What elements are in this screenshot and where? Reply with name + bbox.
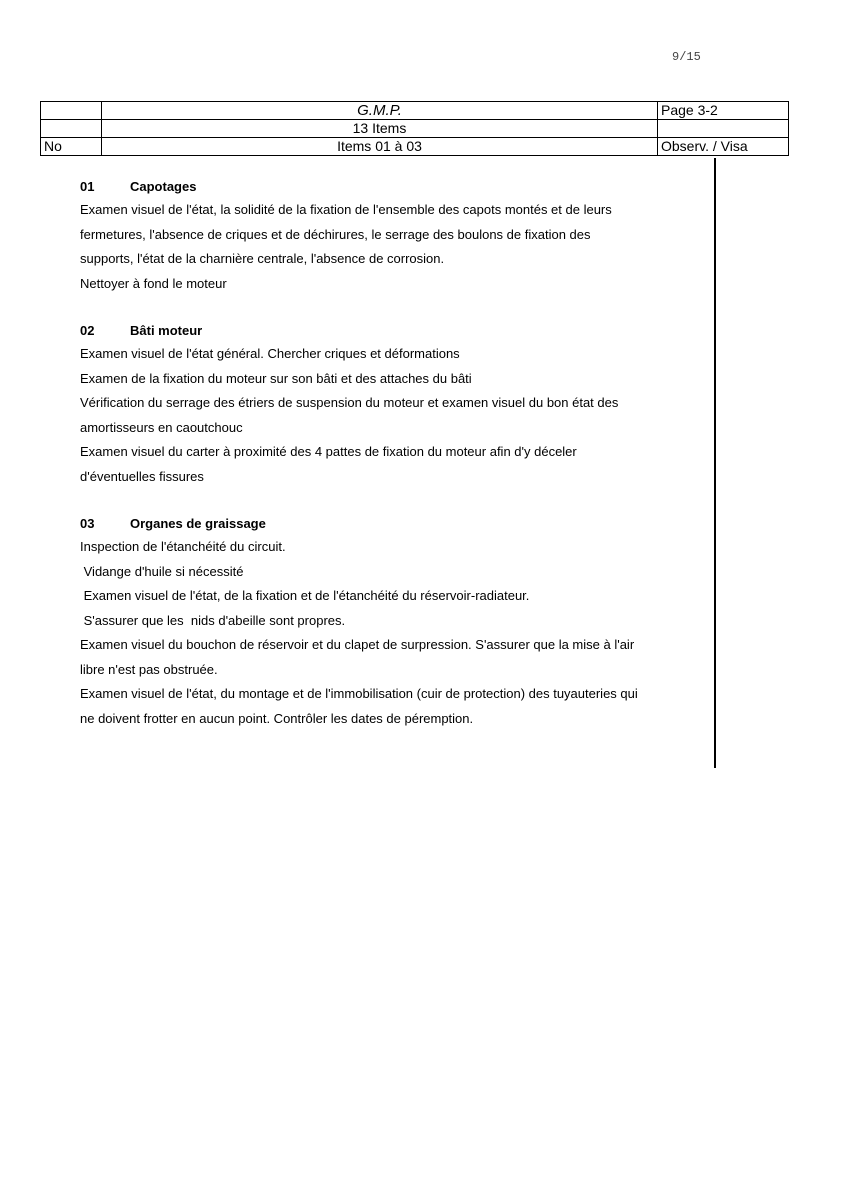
items-range: Items 01 à 03 bbox=[102, 138, 658, 156]
section-number: 01 bbox=[80, 179, 95, 194]
header-cell-empty-2 bbox=[41, 120, 102, 138]
text-line: supports, l'état de la charnière centrale, l'absence de corrosion. bbox=[80, 251, 445, 266]
text-line: Examen de la fixation du moteur sur son bâti et des attaches du bâti bbox=[80, 370, 472, 386]
text-line: d'éventuelles fissures bbox=[80, 468, 204, 484]
header-cell-empty-3 bbox=[658, 120, 789, 138]
section-bati-moteur bbox=[80, 320, 700, 489]
text-line: Examen visuel du bouchon de réservoir et du clapet de surpression. S'assurer que la mise à l'air bbox=[80, 637, 635, 652]
page-reference: Page 3-2 bbox=[658, 102, 789, 120]
text-line: Examen visuel de l'état, la solidité de la fixation de l'ensemble des capots montés et de leurs bbox=[80, 202, 612, 217]
text-line: ne doivent frotter en aucun point. Contrôler les dates de péremption. bbox=[80, 710, 474, 726]
text-line: S'assurer que les nids d'abeille sont propres. bbox=[80, 612, 346, 628]
text-line: Nettoyer à fond le moteur bbox=[80, 275, 227, 291]
text-line: libre n'est pas obstruée. bbox=[80, 661, 218, 677]
text-line: Vidange d'huile si nécessité bbox=[80, 563, 244, 579]
header-row-title bbox=[41, 102, 789, 120]
header-row-columns bbox=[41, 138, 789, 156]
section-heading bbox=[80, 320, 700, 342]
text-line: Examen visuel de l'état, de la fixation et de l'étanchéité du réservoir-radiateur. bbox=[80, 588, 530, 603]
items-count: 13 Items bbox=[102, 120, 658, 138]
column-no: No bbox=[41, 138, 102, 156]
header-table bbox=[40, 101, 789, 156]
page-counter: 9/15 bbox=[672, 50, 701, 64]
section-title: Bâti moteur bbox=[130, 323, 203, 338]
section-title: Organes de graissage bbox=[130, 516, 266, 531]
section-heading bbox=[80, 513, 700, 535]
section-number: 03 bbox=[80, 516, 95, 531]
observation-column-rule bbox=[714, 158, 716, 768]
section-heading bbox=[80, 176, 700, 198]
text-line: Inspection de l'étanchéité du circuit. bbox=[80, 539, 286, 554]
items-content bbox=[80, 176, 700, 755]
section-title: Capotages bbox=[130, 179, 197, 194]
column-observ-visa: Observ. / Visa bbox=[658, 138, 789, 156]
text-line: Examen visuel de l'état, du montage et de l'immobilisation (cuir de protection) des tuyauteries qui bbox=[80, 686, 638, 701]
header-cell-empty-1 bbox=[41, 102, 102, 120]
text-line: Vérification du serrage des étriers de suspension du moteur et examen visuel du bon état des bbox=[80, 395, 619, 410]
header-row-subtitle bbox=[41, 120, 789, 138]
text-line: amortisseurs en caoutchouc bbox=[80, 419, 243, 435]
text-line: Examen visuel du carter à proximité des 4 pattes de fixation du moteur afin d'y déceler bbox=[80, 444, 577, 459]
document-title: G.M.P. bbox=[102, 102, 658, 120]
section-number: 02 bbox=[80, 323, 95, 338]
section-capotages bbox=[80, 176, 700, 296]
text-line: Examen visuel de l'état général. Chercher criques et déformations bbox=[80, 346, 460, 361]
section-organes-de-graissage bbox=[80, 513, 700, 731]
text-line: fermetures, l'absence de criques et de déchirures, le serrage des boulons de fixation des bbox=[80, 226, 591, 242]
